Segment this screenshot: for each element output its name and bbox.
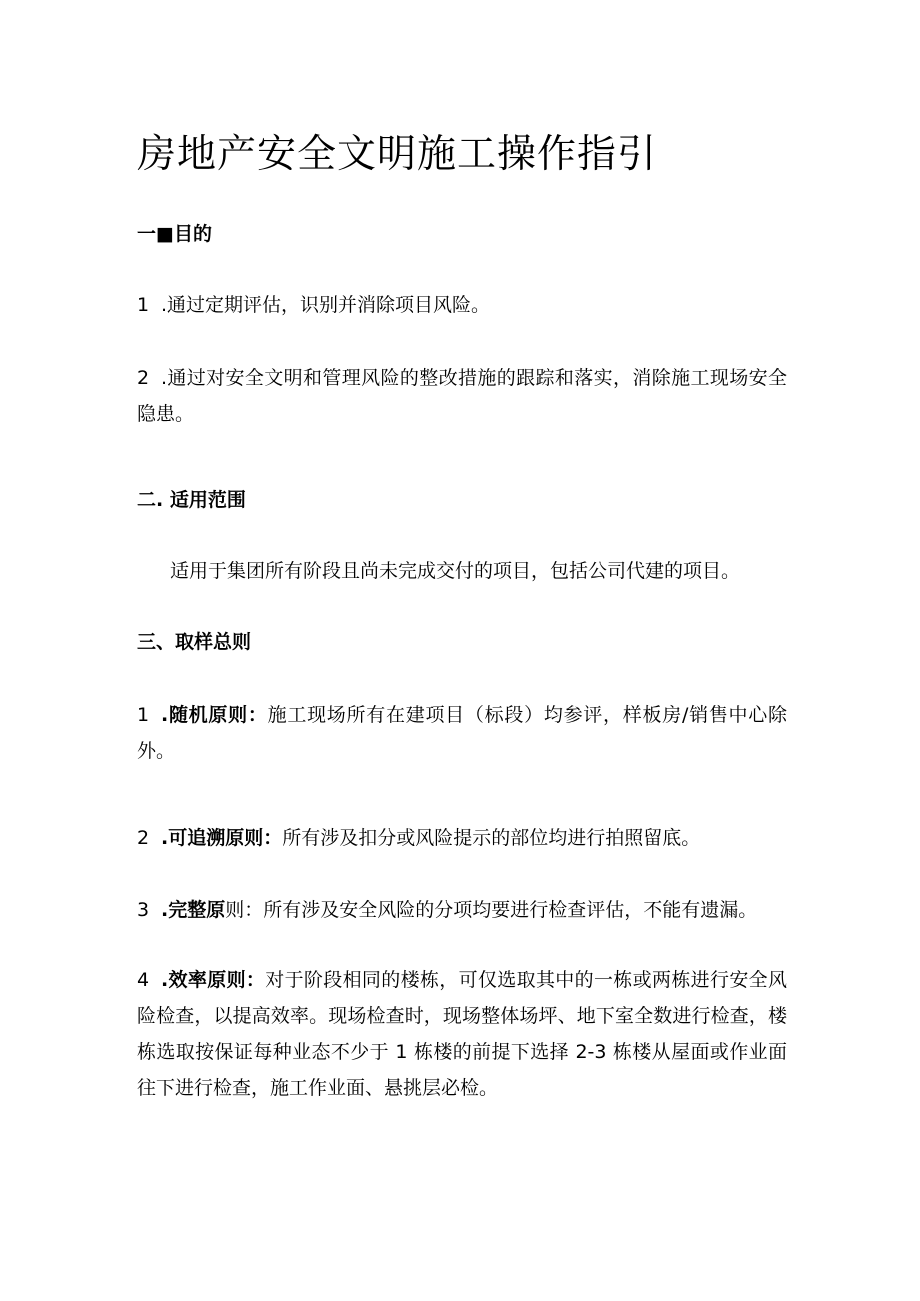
item-lead: .完整原 [161, 899, 226, 921]
item-text: 所有涉及扣分或风险提示的部位均进行拍照留底。 [282, 827, 701, 849]
item-text: 对于阶段相同的楼栋，可仅选取其中的一栋或两栋进行安全风险检查，以提高效率。现场检查时，现场整体场坪、地下室全数进行检查，楼栋选取按保证每种业态不少于 1 栋楼的前提下选择 2-3 栋楼从屋面或作业面往下进行检查，施工作业面、悬挑层必检。 [137, 969, 787, 1099]
scope-paragraph: 适用于集团所有阶段且尚未完成交付的项目，包括公司代建的项目。 [170, 560, 741, 582]
item-lead: .随机原则： [161, 704, 268, 726]
sampling-item-2 [137, 820, 787, 856]
item-number: 1 [137, 704, 150, 726]
item-number: 4 [137, 969, 150, 991]
item-number: 2 [137, 827, 150, 849]
item-number: 2 [137, 367, 150, 389]
purpose-item-1 [137, 287, 787, 323]
item-text: .通过定期评估，识别并消除项目风险。 [161, 294, 491, 316]
item-lead: .可追溯原则： [161, 827, 283, 849]
document-title: 房地产安全文明施工操作指引 [137, 132, 658, 177]
section-heading-scope: 二. 适用范围 [137, 489, 246, 511]
item-number: 3 [137, 899, 150, 921]
section-heading-sampling: 三、取样总则 [137, 631, 252, 653]
sampling-item-1 [137, 697, 787, 769]
item-text: 施工现场所有在建项目（标段）均参评，样板房/销售中心除外。 [137, 704, 788, 762]
item-lead: .效率原则： [161, 969, 266, 991]
sampling-item-4 [137, 962, 787, 1106]
item-text: 则：所有涉及安全风险的分项均要进行检查评估，不能有遗漏。 [225, 899, 758, 921]
section-heading-purpose: 一■目的 [137, 223, 212, 245]
purpose-item-2 [137, 360, 787, 432]
item-text: .通过对安全文明和管理风险的整改措施的跟踪和落实，消除施工现场安全隐患。 [137, 367, 787, 425]
item-number: 1 [137, 294, 150, 316]
sampling-item-3 [137, 892, 787, 928]
